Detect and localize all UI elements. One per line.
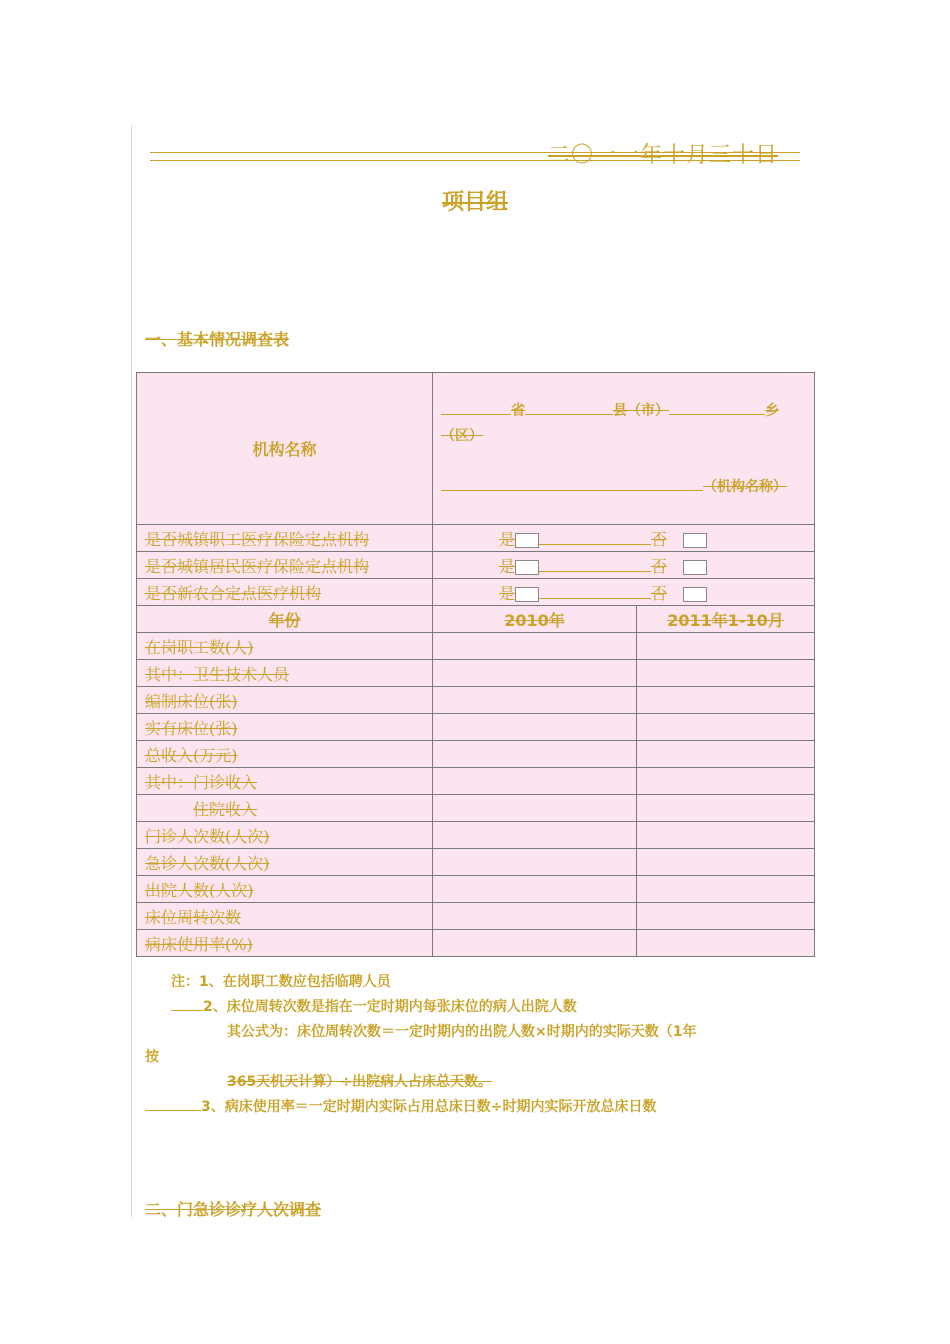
table-row (137, 930, 815, 957)
table-row (137, 903, 815, 930)
row-label: 实有床位(张) (137, 714, 433, 741)
row-label: 急诊人次数(人次) (137, 849, 433, 876)
yes-checkbox[interactable] (515, 560, 539, 575)
note-2-formula-cont: 按 (145, 1049, 159, 1065)
table-row (137, 849, 815, 876)
no-label: 否 (651, 529, 668, 549)
note-2: 2、床位周转次数是指在一定时期内每张床位的病人出院人数 (203, 999, 577, 1015)
table-row (137, 714, 815, 741)
document-date: 二〇一一年十月三十日 (548, 143, 779, 168)
value-2010-cell[interactable] (433, 660, 637, 687)
county-label: 县（市） (613, 402, 669, 419)
insurance-row-label: 是否新农合定点医疗机构 (137, 579, 433, 606)
yes-label: 是 (499, 556, 516, 576)
value-2010-cell[interactable] (433, 714, 637, 741)
notes-block (145, 970, 815, 1120)
value-2011-cell[interactable] (637, 660, 815, 687)
col-2010-header: 2010年 (433, 606, 637, 633)
row-label: 在岗职工数(人) (137, 633, 433, 660)
value-2011-cell[interactable] (637, 822, 815, 849)
table-row (137, 660, 815, 687)
org-name-label: 机构名称 (137, 373, 433, 525)
row-label: 编制床位(张) (137, 687, 433, 714)
value-2010-cell[interactable] (433, 822, 637, 849)
value-2010-cell[interactable] (433, 903, 637, 930)
no-label: 否 (651, 556, 668, 576)
value-2010-cell[interactable] (433, 795, 637, 822)
basic-info-table (136, 372, 815, 957)
no-checkbox[interactable] (683, 587, 707, 602)
org-name-suffix: （机构名称） (703, 478, 787, 495)
yes-checkbox[interactable] (515, 533, 539, 548)
note-2-formula-end: 365天机天计算）÷出院病人占床总天数。 (227, 1074, 492, 1090)
page-title: 项目组 (441, 190, 508, 215)
table-row (137, 579, 815, 606)
value-2010-cell[interactable] (433, 741, 637, 768)
table-row (137, 525, 815, 552)
table-row (137, 795, 815, 822)
yes-label: 是 (499, 583, 516, 603)
value-2011-cell[interactable] (637, 795, 815, 822)
table-row (137, 552, 815, 579)
yes-checkbox[interactable] (515, 587, 539, 602)
table-row (137, 741, 815, 768)
no-checkbox[interactable] (683, 533, 707, 548)
value-2011-cell[interactable] (637, 633, 815, 660)
insurance-row-label: 是否城镇职工医疗保险定点机构 (137, 525, 433, 552)
row-label: 出院人数(人次) (137, 876, 433, 903)
value-2011-cell[interactable] (637, 876, 815, 903)
row-label: 病床使用率(%) (137, 930, 433, 957)
year-header: 年份 (137, 606, 433, 633)
value-2011-cell[interactable] (637, 903, 815, 930)
district-label: （区） (441, 427, 483, 444)
value-2010-cell[interactable] (433, 633, 637, 660)
value-2010-cell[interactable] (433, 849, 637, 876)
value-2010-cell[interactable] (433, 876, 637, 903)
org-address-cell (433, 373, 815, 525)
row-label: 其中：卫生技术人员 (137, 660, 433, 687)
no-label: 否 (651, 583, 668, 603)
yes-label: 是 (499, 529, 516, 549)
table-row (137, 687, 815, 714)
page-margin-line (131, 125, 132, 1217)
table-row (137, 822, 815, 849)
row-label: 床位周转次数 (137, 903, 433, 930)
value-2011-cell[interactable] (637, 741, 815, 768)
note-3: 3、病床使用率＝一定时期内实际占用总床日数÷时期内实际开放总床日数 (201, 1099, 657, 1115)
value-2011-cell[interactable] (637, 849, 815, 876)
row-label: 其中：门诊收入 (137, 768, 433, 795)
row-label: 总收入(万元) (137, 741, 433, 768)
table-row (137, 633, 815, 660)
row-label: 门诊人次数(人次) (137, 822, 433, 849)
town-label: 乡 (765, 402, 779, 419)
table-row (137, 373, 815, 525)
value-2011-cell[interactable] (637, 687, 815, 714)
section-1-heading: 一、基本情况调查表 (145, 330, 290, 349)
table-header-row (137, 606, 815, 633)
no-checkbox[interactable] (683, 560, 707, 575)
value-2011-cell[interactable] (637, 768, 815, 795)
note-2-formula: 其公式为：床位周转次数＝一定时期内的出院人数×时期内的实际天数（1年 (227, 1024, 697, 1040)
value-2011-cell[interactable] (637, 714, 815, 741)
province-label: 省 (511, 402, 525, 419)
value-2010-cell[interactable] (433, 930, 637, 957)
col-2011-header: 2011年1-10月 (637, 606, 815, 633)
value-2010-cell[interactable] (433, 768, 637, 795)
value-2010-cell[interactable] (433, 687, 637, 714)
table-row (137, 876, 815, 903)
note-1: 注：1、在岗职工数应包括临聘人员 (171, 974, 391, 990)
row-label: 住院收入 (137, 795, 433, 822)
section-2-heading: 二、门急诊诊疗人次调查 (145, 1200, 322, 1219)
insurance-row-label: 是否城镇居民医疗保险定点机构 (137, 552, 433, 579)
value-2011-cell[interactable] (637, 930, 815, 957)
table-row (137, 768, 815, 795)
